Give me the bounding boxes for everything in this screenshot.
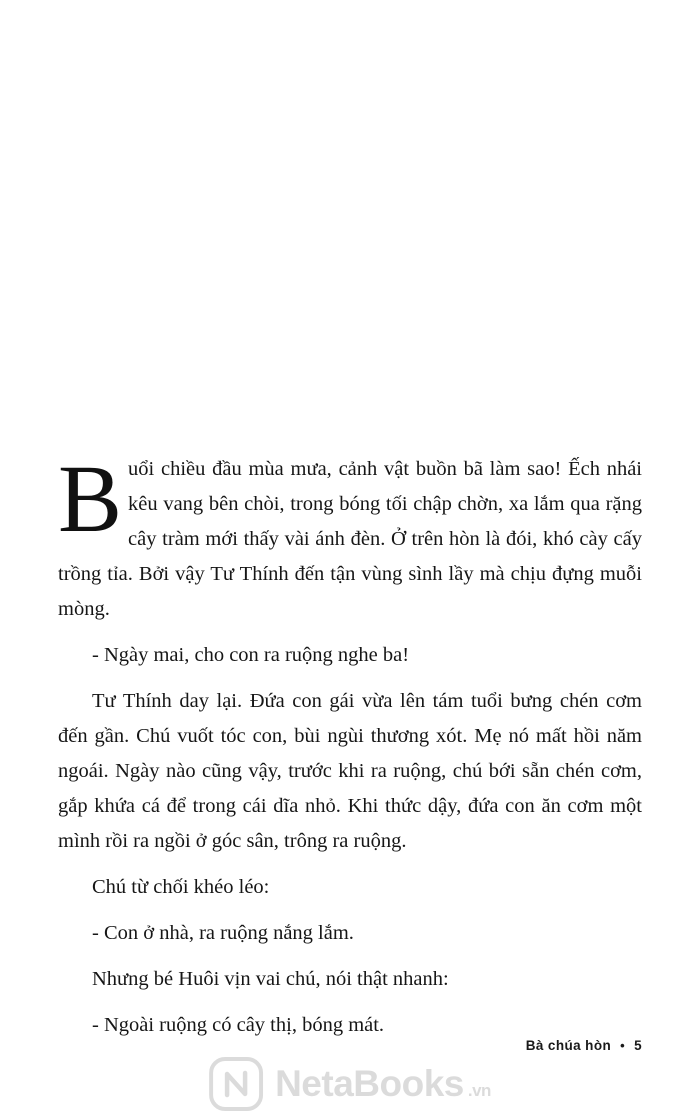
paragraph-2: - Ngày mai, cho con ra ruộng nghe ba! <box>92 644 410 666</box>
footer-separator: • <box>620 1038 626 1053</box>
drop-cap: B <box>58 445 123 552</box>
paragraph-1-text: uổi chiều đầu mùa mưa, cảnh vật buồn bã làm sao! Ếch nhái kêu vang bên chòi, trong bóng tối chập chờn, xa lắm qua rặng cây tràm mới thấy vài ánh đèn. Ở trên hòn là đói, khó cày cấy trồng tỉa. Bởi vậy Tư Thính đến tận vùng sình lầy mà chịu đựng muỗi mòng. <box>58 458 642 620</box>
paragraph-7: - Ngoài ruộng có cây thị, bóng mát. <box>92 1014 385 1036</box>
paragraph-6: Nhưng bé Huôi vịn vai chú, nói thật nhanh: <box>92 968 449 990</box>
watermark-text <box>275 1063 491 1105</box>
paragraph-5: - Con ở nhà, ra ruộng nắng lắm. <box>92 922 354 944</box>
watermark <box>209 1057 491 1111</box>
watermark-brand: NetaBooks <box>275 1063 464 1104</box>
paragraph-3: Tư Thính day lại. Đứa con gái vừa lên tám tuổi bưng chén cơm đến gần. Chú vuốt tóc con, bùi ngùi thương xót. Mẹ nó mất hồi năm ngoái. Ngày nào cũng vậy, trước khi ra ruộng, chú bới sẵn chén cơm, gắp khứa cá để trong cái dĩa nhỏ. Khi thức dậy, đứa con ăn cơm một mình rồi ra ngồi ở góc sân, trông ra ruộng. <box>58 690 642 852</box>
paragraph-4: Chú từ chối khéo léo: <box>92 876 270 898</box>
watermark-suffix: .vn <box>467 1081 491 1100</box>
page-footer <box>526 1038 642 1053</box>
page-text-body <box>58 445 642 1043</box>
netabooks-logo-icon <box>209 1057 263 1111</box>
footer-book-title: Bà chúa hòn <box>525 1038 612 1053</box>
page-number: 5 <box>634 1038 642 1053</box>
paragraph-1 <box>58 445 642 627</box>
